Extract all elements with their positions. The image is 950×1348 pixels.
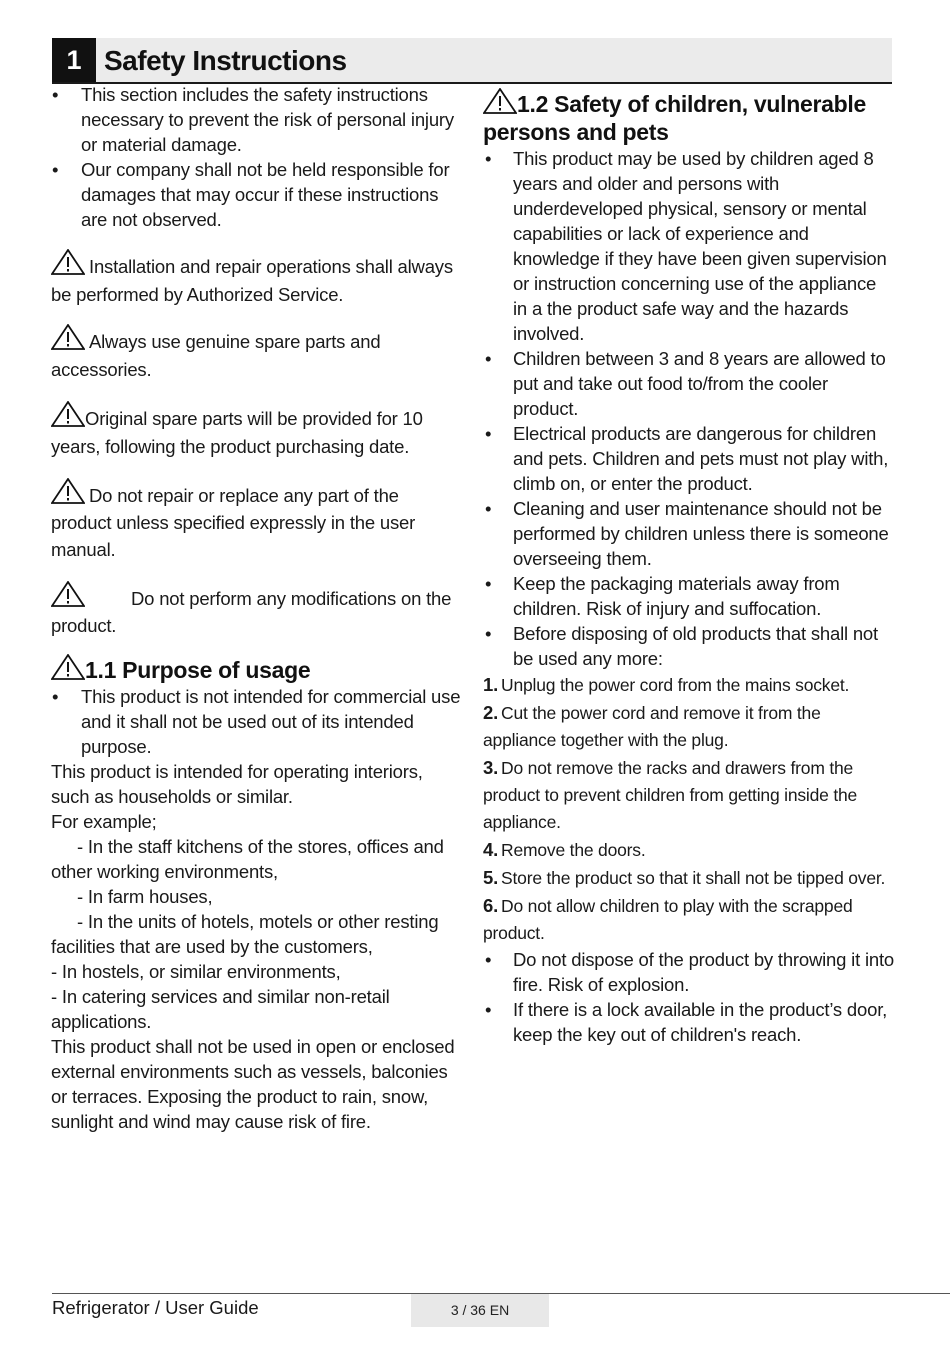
warning-triangle-icon	[51, 324, 85, 350]
children-bullet: • Do not dispose of the product by throwing it into fire. Risk of explosion.	[483, 947, 895, 997]
disposal-step	[483, 754, 895, 836]
warning-paragraph	[51, 478, 463, 563]
purpose-example: - In the units of hotels, motels or other resting facilities that are used by the customers,	[51, 911, 439, 957]
purpose-example: - In farm houses,	[77, 886, 213, 907]
warning-triangle-icon	[483, 88, 517, 114]
purpose-heading-text: 1.1 Purpose of usage	[85, 657, 311, 683]
step-number: 2.	[483, 702, 499, 723]
warning-triangle-icon	[51, 249, 85, 275]
warning-triangle-icon	[51, 581, 85, 607]
warning-paragraph	[51, 249, 463, 309]
step-text: Store the product so that it shall not be tipped over.	[501, 868, 886, 888]
section-title: Safety Instructions	[104, 45, 347, 76]
children-bullet: • Children between 3 and 8 years are allowed to put and take out food to/from the cooler product.	[483, 346, 895, 421]
disposal-step	[483, 892, 895, 947]
step-text: Unplug the power cord from the mains socket.	[501, 675, 850, 695]
purpose-paragraph: This product is intended for operating interiors, such as households or similar.	[51, 761, 423, 807]
left-column	[51, 82, 463, 1134]
purpose-heading	[51, 654, 463, 684]
warning-text: Original spare parts will be provided for 10 years, following the product purchasing date.	[51, 408, 423, 457]
footer-page-number: 3 / 36 EN	[411, 1294, 549, 1327]
purpose-example-intro: For example;	[51, 811, 157, 832]
warning-triangle-icon	[51, 654, 85, 680]
children-bullet: • If there is a lock available in the product’s door, keep the key out of children's reach.	[483, 997, 895, 1047]
purpose-example: - In hostels, or similar environments,	[51, 961, 341, 982]
warning-paragraph	[51, 324, 463, 384]
warning-text: Do not repair or replace any part of the product unless specified expressly in the user manual.	[51, 485, 416, 560]
step-number: 3.	[483, 757, 499, 778]
warning-paragraph	[51, 581, 463, 639]
step-number: 4.	[483, 839, 499, 860]
purpose-example: - In catering services and similar non-retail applications.	[51, 986, 390, 1032]
warning-text: Always use genuine spare parts and accessories.	[51, 331, 381, 380]
children-bullet: • This product may be used by children aged 8 years and older and persons with underdeveloped physical, sensory or mental capabilities or lack of experience and knowledge if they have been given supervision or instruction concerning use of the appliance in a the product safe way and the hazards involved.	[483, 146, 895, 346]
children-bullet: • Keep the packaging materials away from children. Risk of injury and suffocation.	[483, 571, 895, 621]
intro-bullet: • Our company shall not be held responsible for damages that may occur if these instructions are not observed.	[51, 157, 463, 232]
children-bullet: • Before disposing of old products that shall not be used any more:	[483, 621, 895, 671]
children-heading	[483, 88, 895, 146]
warning-triangle-icon	[51, 478, 85, 504]
step-number: 6.	[483, 895, 499, 916]
purpose-bullet: • This product is not intended for commercial use and it shall not be used out of its intended purpose.	[51, 684, 463, 759]
section-number: 1	[52, 38, 96, 82]
purpose-example: - In the staff kitchens of the stores, offices and other working environments,	[51, 836, 444, 882]
warning-paragraph	[51, 401, 463, 461]
purpose-paragraph: This product shall not be used in open or enclosed external environments such as vessels, balconies or terraces. Exposing the product to rain, snow, sunlight and wind may cause risk of fire.	[51, 1036, 455, 1132]
step-text: Do not remove the racks and drawers from the product to prevent children from getting inside the appliance.	[483, 758, 858, 832]
intro-bullet: • This section includes the safety instructions necessary to prevent the risk of personal injury or material damage.	[51, 82, 463, 157]
step-text: Cut the power cord and remove it from the appliance together with the plug.	[483, 703, 821, 750]
disposal-step	[483, 699, 895, 754]
warning-text: Installation and repair operations shall always be performed by Authorized Service.	[51, 256, 453, 305]
step-text: Remove the doors.	[501, 840, 646, 860]
footer-guide-title: Refrigerator / User Guide	[52, 1297, 259, 1318]
step-number: 5.	[483, 867, 499, 888]
step-text: Do not allow children to play with the scrapped product.	[483, 896, 853, 943]
section-header	[52, 38, 892, 84]
children-bullet: • Electrical products are dangerous for children and pets. Children and pets must not play with, climb on, or enter the product.	[483, 421, 895, 496]
warning-triangle-icon	[51, 401, 85, 427]
children-bullet: • Cleaning and user maintenance should not be performed by children unless there is someone overseeing them.	[483, 496, 895, 571]
disposal-step	[483, 864, 895, 892]
disposal-step	[483, 671, 895, 699]
right-column	[483, 82, 895, 1047]
warning-text: Do not perform any modifications on the product.	[51, 588, 452, 636]
disposal-step	[483, 836, 895, 864]
step-number: 1.	[483, 674, 499, 695]
children-heading-text: 1.2 Safety of children, vulnerable persons and pets	[483, 91, 866, 145]
